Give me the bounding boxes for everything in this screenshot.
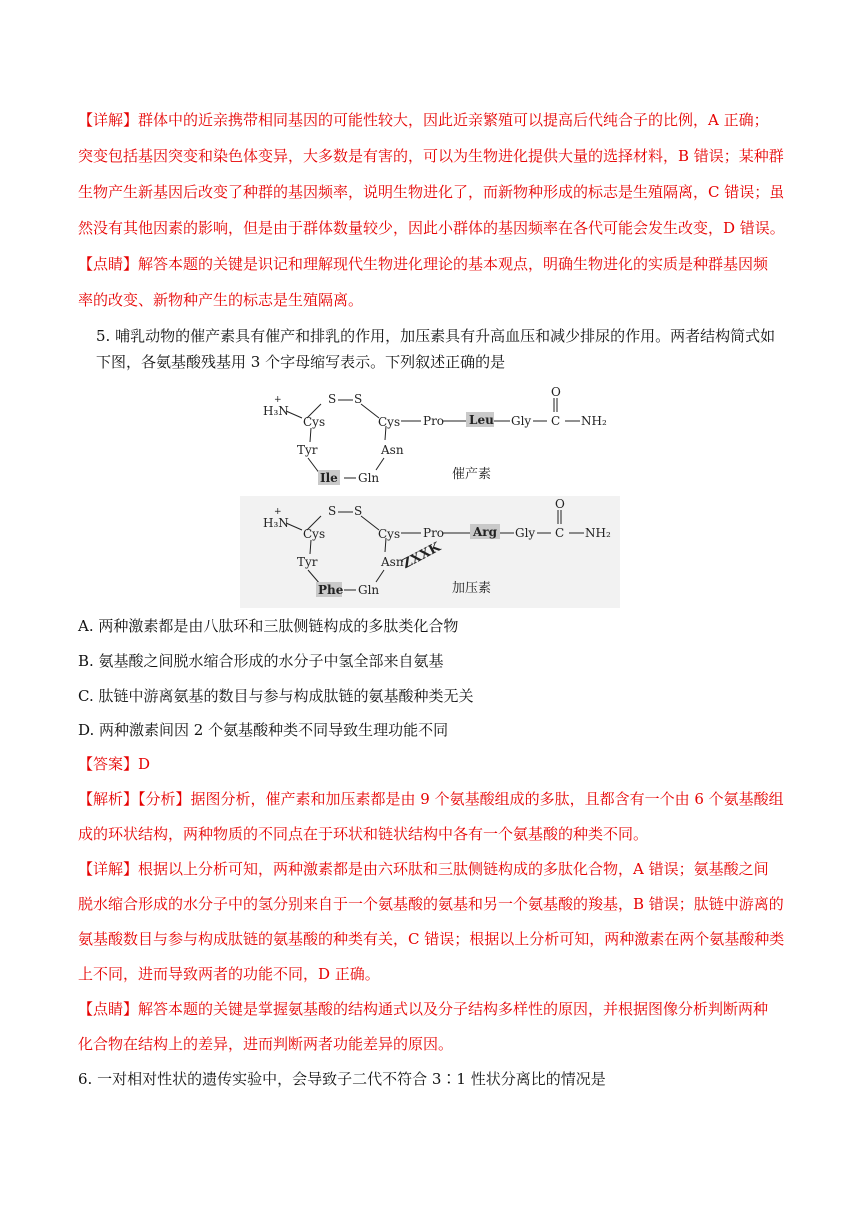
oxytocin-pro: Pro [423, 414, 445, 428]
q5-detail-line-4: 上不同，进而导致两者的功能不同，D 正确。 [78, 965, 380, 983]
oxytocin-c: C [551, 414, 561, 428]
vasopressin-plus: + [274, 507, 282, 517]
vasopressin-phe: Phe [318, 583, 344, 597]
q5-stem-line-2: 下图，各氨基酸残基用 3 个字母缩写表示。下列叙述正确的是 [96, 353, 506, 371]
option-c: C. 肽链中游离氨基的数目与参与构成肽链的氨基酸种类无关 [78, 687, 474, 705]
analysis-line-2: 成的环状结构，两种物质的不同点在于环状和链状结构中各有一个氨基酸的种类不同。 [78, 825, 649, 843]
vasopressin-pro: Pro [423, 526, 445, 540]
watermark: ZXXK [399, 539, 444, 573]
vasopressin-gly: Gly [515, 526, 536, 540]
vasopressin-c: C [555, 526, 565, 540]
oxytocin-plus: + [274, 395, 282, 405]
oxytocin-s1: S [328, 392, 337, 406]
option-b: B. 氨基酸之间脱水缩合形成的水分子中氢全部来自氨基 [78, 652, 444, 670]
vasopressin-gln: Gln [358, 583, 380, 597]
oxytocin-cys2: Cys [378, 415, 401, 429]
oxytocin-leu: Leu [469, 413, 494, 427]
option-a: A. 两种激素都是由八肽环和三肽侧链构成的多肽类化合物 [78, 617, 459, 635]
vasopressin-amino: H₃N [263, 516, 289, 530]
vasopressin-cys1: Cys [303, 527, 326, 541]
detail-line-3: 生物产生新基因后改变了种群的基因频率，说明生物进化了，而新物种形成的标志是生殖隔离，C 错误；虽 [78, 183, 785, 201]
oxytocin-nh2: NH₂ [581, 414, 607, 428]
oxytocin-tyr: Tyr [297, 443, 318, 457]
oxytocin-o: O [551, 385, 561, 399]
q5-detail-line-3: 氨基酸数目与参与构成肽链的氨基酸的种类有关，C 错误；根据以上分析可知，两种激素在两个氨基酸种类 [78, 930, 785, 948]
point-line-2: 率的改变、新物种产生的标志是生殖隔离。 [78, 291, 364, 309]
peptide-structure-figure [240, 378, 620, 608]
q5-detail-line-2: 脱水缩合形成的水分子中的氢分别来自于一个氨基酸的氨基和另一个氨基酸的羧基，B 错误；肽链中游离的 [78, 895, 784, 913]
q5-point-line-2: 化合物在结构上的差异，进而判断两者功能差异的原因。 [78, 1035, 454, 1053]
q5-stem-line-1: 5. 哺乳动物的催产素具有催产和排乳的作用，加压素具有升高血压和减少排尿的作用。两者结构简式如 [96, 327, 776, 345]
answer: 【答案】D [78, 755, 151, 773]
detail-line-4: 然没有其他因素的影响，但是由于群体数量较少，因此小群体的基因频率在各代可能会发生改变，D 错误。 [78, 219, 785, 237]
vasopressin-asn: Asn [381, 555, 404, 569]
detail-line-2: 突变包括基因突变和染色体变异，大多数是有害的，可以为生物进化提供大量的选择材料，B 错误；某种群 [78, 147, 784, 165]
oxytocin-s2: S [354, 392, 363, 406]
oxytocin-gly: Gly [511, 414, 532, 428]
q5-point-line-1: 【点睛】解答本题的关键是掌握氨基酸的结构通式以及分子结构多样性的原因，并根据图像分析判断两种 [78, 1000, 769, 1018]
option-d: D. 两种激素间因 2 个氨基酸种类不同导致生理功能不同 [78, 721, 449, 739]
vasopressin-s1: S [328, 504, 337, 518]
vasopressin-arg: Arg [473, 525, 498, 539]
oxytocin-amino: H₃N [263, 404, 289, 418]
analysis-line-1: 【解析】【分析】据图分析，催产素和加压素都是由 9 个氨基酸组成的多肽，且都含有一个由 6 个氨基酸组 [78, 790, 784, 808]
point-line-1: 【点睛】解答本题的关键是识记和理解现代生物进化理论的基本观点，明确生物进化的实质是种群基因频 [78, 255, 769, 273]
vasopressin-s2: S [354, 504, 363, 518]
oxytocin-asn: Asn [381, 443, 404, 457]
oxytocin-ile: Ile [320, 471, 338, 485]
oxytocin-name: 催产素 [452, 467, 492, 482]
detail-line-1: 【详解】群体中的近亲携带相同基因的可能性较大，因此近亲繁殖可以提高后代纯合子的比例，A 正确； [78, 111, 769, 129]
oxytocin-structure [286, 398, 580, 478]
vasopressin-tyr: Tyr [297, 555, 318, 569]
oxytocin-cys1: Cys [303, 415, 326, 429]
vasopressin-cys2: Cys [378, 527, 401, 541]
vasopressin-name: 加压素 [452, 581, 492, 596]
oxytocin-gln: Gln [358, 471, 380, 485]
vasopressin-o: O [555, 497, 565, 511]
q5-detail-line-1: 【详解】根据以上分析可知，两种激素都是由六环肽和三肽侧链构成的多肽化合物，A 错误；氨基酸之间 [78, 860, 769, 878]
q6-stem: 6. 一对相对性状的遗传实验中，会导致子二代不符合 3∶1 性状分离比的情况是 [78, 1070, 606, 1088]
vasopressin-nh2: NH₂ [585, 526, 611, 540]
